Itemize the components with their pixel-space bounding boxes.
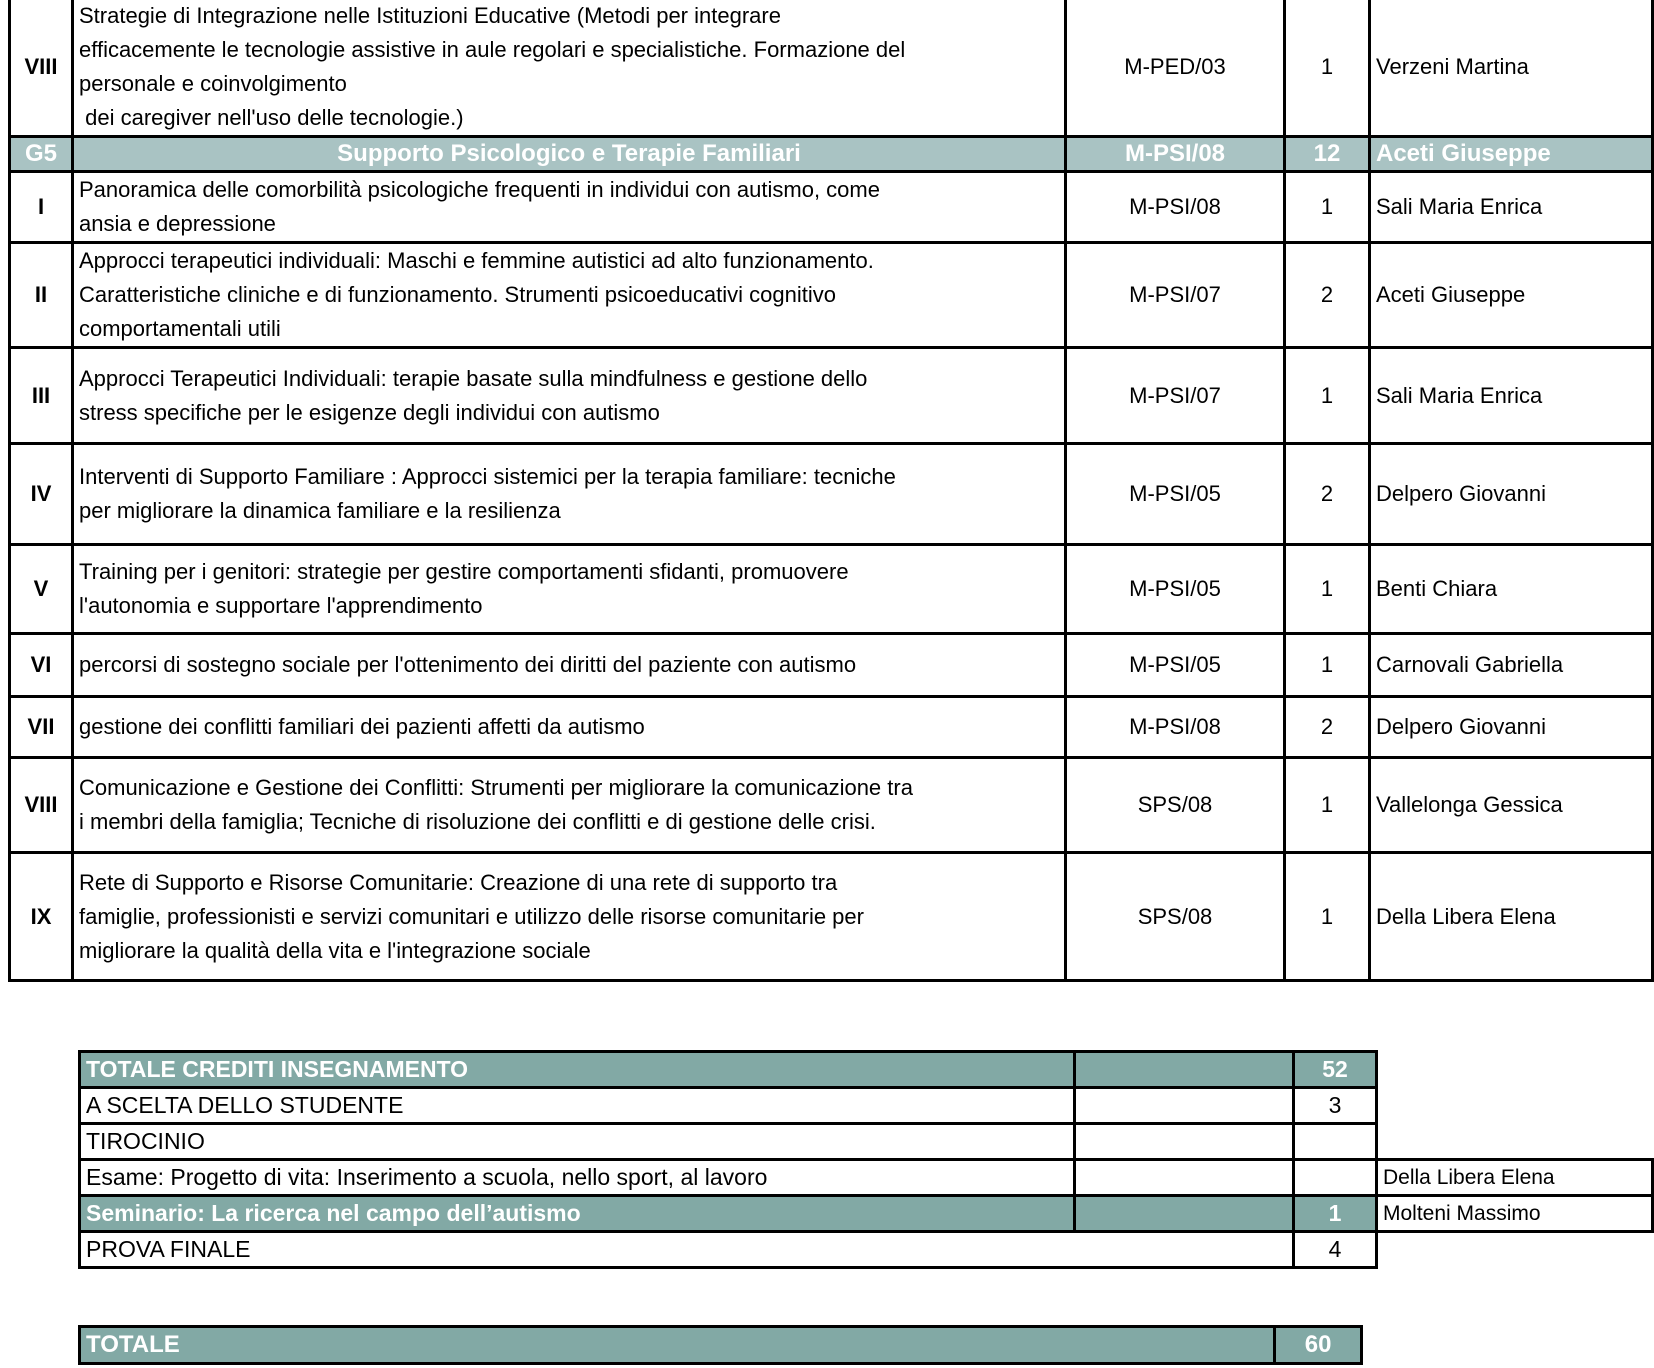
module-ssd: M-PSI/07 — [1066, 243, 1285, 348]
summary-row-totale-crediti — [80, 1052, 1653, 1088]
module-number: III — [10, 348, 73, 444]
module-cfu: 1 — [1285, 634, 1370, 697]
totale-crediti-ssd — [1075, 1052, 1294, 1088]
module-row — [10, 348, 1653, 444]
esame-ssd — [1075, 1160, 1294, 1196]
module-ssd: M-PSI/07 — [1066, 348, 1285, 444]
description-line: efficacemente le tecnologie assistive in aule regolari e specialistiche. Formazione del — [79, 37, 906, 62]
module-docente: Delpero Giovanni — [1370, 444, 1653, 545]
module-ssd: SPS/08 — [1066, 758, 1285, 853]
tirocinio-cfu — [1294, 1124, 1377, 1160]
grand-total-label: TOTALE — [80, 1327, 1275, 1364]
module-row — [10, 853, 1653, 981]
module-cfu: 1 — [1285, 172, 1370, 243]
scelta-ssd — [1075, 1088, 1294, 1124]
seminario-cfu: 1 — [1294, 1196, 1377, 1232]
module-docente: Verzeni Martina — [1370, 0, 1653, 137]
module-cfu: 1 — [1285, 0, 1370, 137]
module-row — [10, 172, 1653, 243]
credits-summary-table — [78, 1050, 1654, 1269]
description-line: personale e coinvolgimento — [79, 71, 347, 96]
module-row — [10, 758, 1653, 853]
prova-finale-label: PROVA FINALE — [80, 1232, 1294, 1268]
module-number: V — [10, 545, 73, 634]
module-ssd: M-PSI/05 — [1066, 545, 1285, 634]
module-docente: Vallelonga Gessica — [1370, 758, 1653, 853]
prova-finale-cfu: 4 — [1294, 1232, 1377, 1268]
description-line: Training per i genitori: strategie per gestire comportamenti sfidanti, promuovere — [79, 559, 849, 584]
module-cfu: 1 — [1285, 853, 1370, 981]
summary-row-seminario — [80, 1196, 1653, 1232]
tirocinio-ssd — [1075, 1124, 1294, 1160]
esame-cfu — [1294, 1160, 1377, 1196]
module-number: VII — [10, 697, 73, 758]
module-description — [73, 697, 1066, 758]
module-cfu: 2 — [1285, 697, 1370, 758]
group-header-row — [10, 137, 1653, 172]
description-line: Rete di Supporto e Risorse Comunitarie: Creazione di una rete di supporto tra — [79, 869, 838, 895]
module-ssd: M-PSI/08 — [1066, 137, 1285, 172]
grand-total-row — [80, 1327, 1362, 1364]
module-row — [10, 444, 1653, 545]
module-number: IX — [10, 853, 73, 981]
module-docente: Carnovali Gabriella — [1370, 634, 1653, 697]
course-modules-body — [10, 0, 1653, 981]
description-line: i membri della famiglia; Tecniche di risoluzione dei conflitti e di gestione delle crisi. — [79, 809, 876, 834]
description-line: dei caregiver nell'uso delle tecnologie.) — [79, 105, 464, 130]
empty-cell — [1377, 1124, 1653, 1160]
seminario-docente: Molteni Massimo — [1377, 1196, 1653, 1232]
description-line: Approcci Terapeutici Individuali: terapie basate sulla mindfulness e gestione dello — [79, 365, 868, 391]
module-row — [10, 243, 1653, 348]
module-number: I — [10, 172, 73, 243]
description-line: Panoramica delle comorbilità psicologiche frequenti in individui con autismo, come — [79, 177, 880, 202]
module-ssd: M-PSI/08 — [1066, 697, 1285, 758]
empty-cell — [1377, 1052, 1653, 1088]
module-description — [73, 545, 1066, 634]
module-number: VIII — [10, 758, 73, 853]
module-row — [10, 697, 1653, 758]
description-line: Caratteristiche cliniche e di funzionamento. Strumenti psicoeducativi cognitivo — [79, 282, 836, 307]
summary-row-esame — [80, 1160, 1653, 1196]
module-description — [73, 758, 1066, 853]
module-description — [73, 634, 1066, 697]
module-docente: Aceti Giuseppe — [1370, 137, 1653, 172]
module-row — [10, 545, 1653, 634]
module-description — [73, 243, 1066, 348]
module-cfu: 12 — [1285, 137, 1370, 172]
scelta-cfu: 3 — [1294, 1088, 1377, 1124]
module-row — [10, 0, 1653, 137]
description-line: Approcci terapeutici individuali: Maschi e femmine autistici ad alto funzionamento. — [79, 248, 874, 273]
module-ssd: M-PSI/08 — [1066, 172, 1285, 243]
module-number: VIII — [10, 0, 73, 137]
summary-row-prova-finale — [80, 1232, 1653, 1268]
scelta-label: A SCELTA DELLO STUDENTE — [80, 1088, 1075, 1124]
summary-row-scelta — [80, 1088, 1653, 1124]
description-line: per migliorare la dinamica familiare e la resilienza — [79, 498, 561, 523]
totale-crediti-label: TOTALE CREDITI INSEGNAMENTO — [80, 1052, 1075, 1088]
description-line: Supporto Psicologico e Terapie Familiari — [337, 140, 801, 167]
module-description — [73, 348, 1066, 444]
module-ssd: M-PSI/05 — [1066, 634, 1285, 697]
description-line: comportamentali utili — [79, 316, 281, 341]
module-number: VI — [10, 634, 73, 697]
module-description — [73, 0, 1066, 137]
esame-docente: Della Libera Elena — [1377, 1160, 1653, 1196]
module-ssd: SPS/08 — [1066, 853, 1285, 981]
module-docente: Della Libera Elena — [1370, 853, 1653, 981]
module-docente: Sali Maria Enrica — [1370, 348, 1653, 444]
description-line: Strategie di Integrazione nelle Istituzioni Educative (Metodi per integrare — [79, 3, 781, 28]
description-line: l'autonomia e supportare l'apprendimento — [79, 593, 483, 618]
description-line: ansia e depressione — [79, 211, 276, 236]
description-line: famiglie, professionisti e servizi comunitari e utilizzo delle risorse comunitarie per — [79, 903, 864, 929]
module-number: IV — [10, 444, 73, 545]
description-line: Interventi di Supporto Familiare : Approcci sistemici per la terapia familiare: tecniche — [79, 464, 896, 489]
grand-total-table — [78, 1325, 1363, 1365]
module-docente: Sali Maria Enrica — [1370, 172, 1653, 243]
module-docente: Delpero Giovanni — [1370, 697, 1653, 758]
module-row — [10, 634, 1653, 697]
module-docente: Benti Chiara — [1370, 545, 1653, 634]
totale-crediti-cfu: 52 — [1294, 1052, 1377, 1088]
module-cfu: 2 — [1285, 444, 1370, 545]
module-description — [73, 853, 1066, 981]
module-description — [73, 444, 1066, 545]
module-number: G5 — [10, 137, 73, 172]
empty-cell — [1377, 1088, 1653, 1124]
module-description — [73, 137, 1066, 172]
module-cfu: 1 — [1285, 758, 1370, 853]
seminario-label: Seminario: La ricerca nel campo dell’autismo — [80, 1196, 1075, 1232]
tirocinio-label: TIROCINIO — [80, 1124, 1075, 1160]
module-ssd: M-PED/03 — [1066, 0, 1285, 137]
description-line: percorsi di sostegno sociale per l'ottenimento dei diritti del paziente con autismo — [79, 652, 857, 677]
module-cfu: 1 — [1285, 348, 1370, 444]
seminario-ssd — [1075, 1196, 1294, 1232]
module-number: II — [10, 243, 73, 348]
esame-label: Esame: Progetto di vita: Inserimento a scuola, nello sport, al lavoro — [80, 1160, 1075, 1196]
description-line: stress specifiche per le esigenze degli individui con autismo — [79, 399, 660, 425]
module-cfu: 1 — [1285, 545, 1370, 634]
course-modules-table — [8, 0, 1654, 982]
description-line: migliorare la qualità della vita e l'integrazione sociale — [79, 937, 591, 963]
description-line: Comunicazione e Gestione dei Conflitti: Strumenti per migliorare la comunicazione tra — [79, 775, 913, 800]
module-cfu: 2 — [1285, 243, 1370, 348]
description-line: gestione dei conflitti familiari dei pazienti affetti da autismo — [79, 714, 645, 739]
summary-row-tirocinio — [80, 1124, 1653, 1160]
module-ssd: M-PSI/05 — [1066, 444, 1285, 545]
grand-total-cfu: 60 — [1275, 1327, 1362, 1364]
empty-cell — [1377, 1232, 1653, 1268]
module-docente: Aceti Giuseppe — [1370, 243, 1653, 348]
module-description — [73, 172, 1066, 243]
